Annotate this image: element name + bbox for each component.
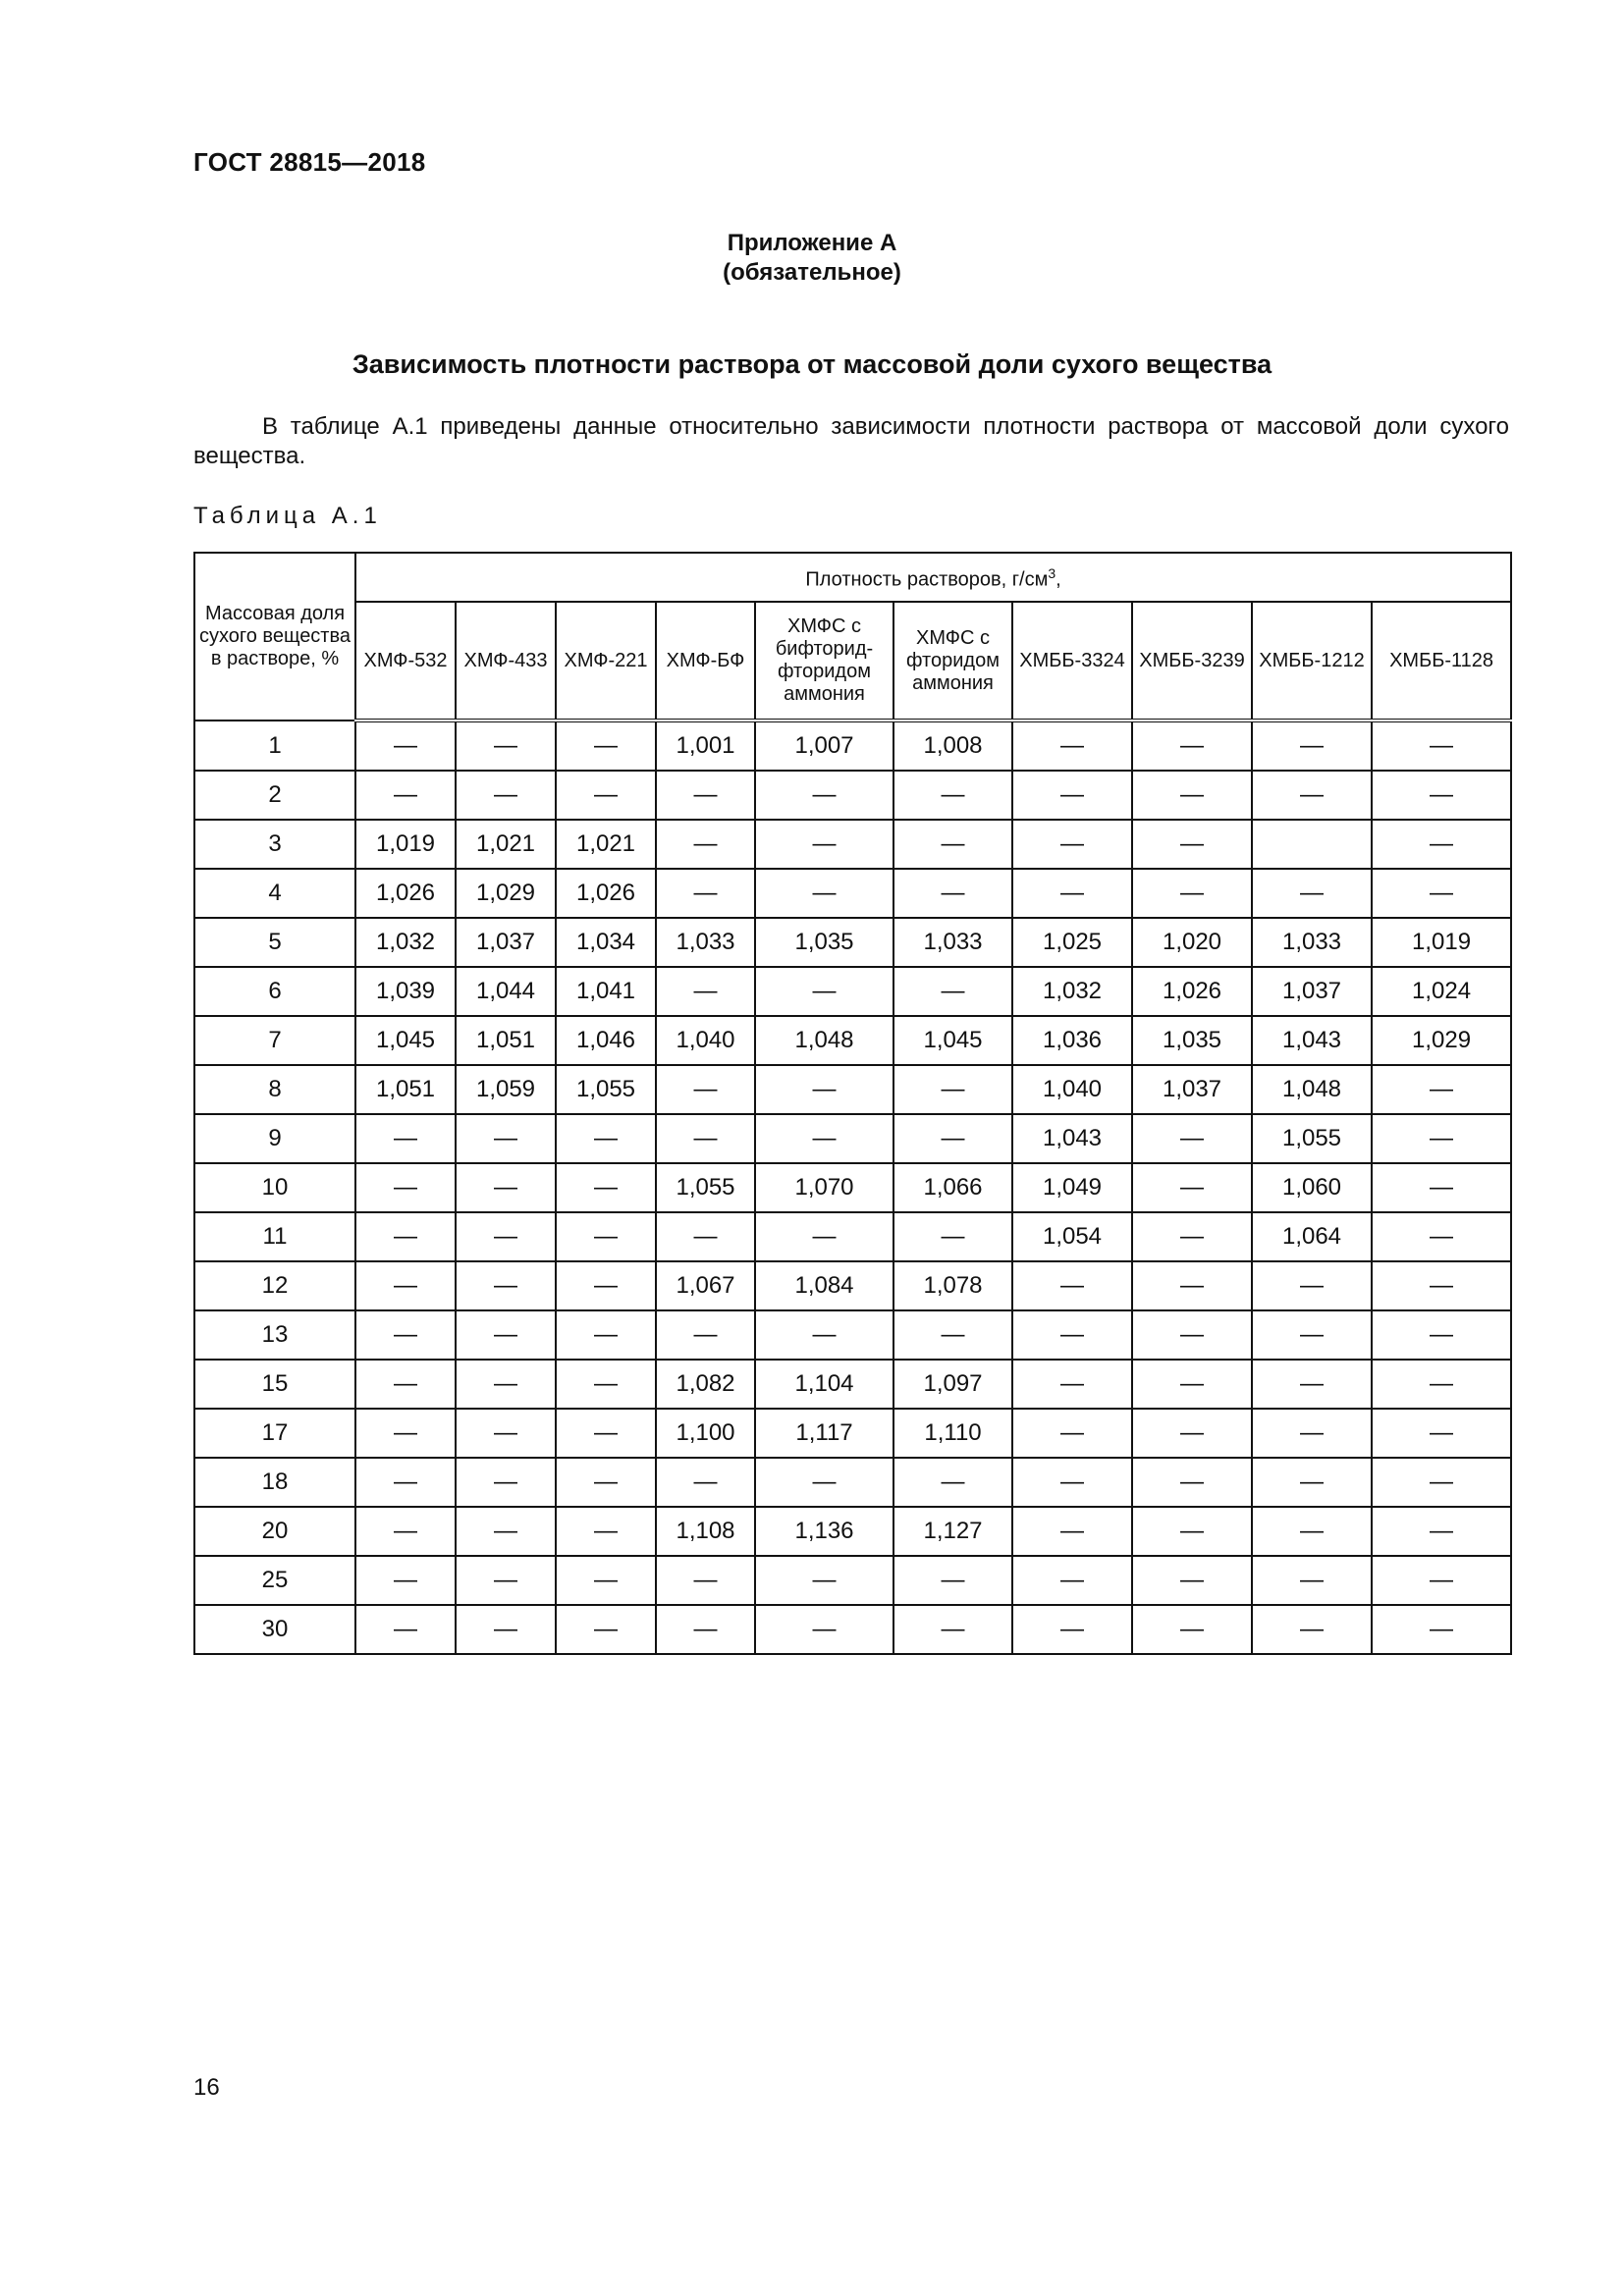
density-cell: 1,045 [893,1016,1012,1065]
density-cell: — [556,771,656,820]
table-row [194,771,1511,820]
density-cell: — [656,771,755,820]
density-cell: — [1132,1163,1252,1212]
density-cell: 1,026 [1132,967,1252,1016]
table-row [194,1065,1511,1114]
density-cell: 1,117 [755,1409,893,1458]
density-cell: 1,024 [1372,967,1511,1016]
density-cell: 1,033 [893,918,1012,967]
density-cell: 1,055 [556,1065,656,1114]
density-cell: — [1132,721,1252,771]
column-header: ХМФС с фторидом аммония [893,602,1012,721]
mass-fraction-cell: 6 [194,967,355,1016]
table-row [194,1605,1511,1654]
density-cell: 1,108 [656,1507,755,1556]
group-header-density [355,553,1511,602]
density-cell: — [1372,869,1511,918]
density-cell: — [355,721,456,771]
density-cell: — [1012,1605,1132,1654]
density-cell: — [556,1310,656,1360]
density-cell: — [893,1458,1012,1507]
density-cell: — [1372,1261,1511,1310]
density-cell: — [456,1556,556,1605]
density-cell [1252,820,1372,869]
table-row [194,967,1511,1016]
density-cell: — [556,1212,656,1261]
density-cell: — [355,771,456,820]
density-cell: 1,100 [656,1409,755,1458]
density-cell: 1,007 [755,721,893,771]
density-cell: 1,032 [355,918,456,967]
density-cell: — [893,1556,1012,1605]
density-cell: 1,037 [456,918,556,967]
density-cell: — [656,1065,755,1114]
group-header-text: Плотность растворов, г/см [805,568,1049,591]
density-cell: — [893,967,1012,1016]
density-cell: 1,104 [755,1360,893,1409]
column-header: ХМББ-1128 [1372,602,1511,721]
density-cell: — [1132,1360,1252,1409]
density-cell: — [656,820,755,869]
density-cell: 1,064 [1252,1212,1372,1261]
density-cell: — [556,1163,656,1212]
density-cell: 1,026 [355,869,456,918]
density-cell: 1,001 [656,721,755,771]
density-cell: — [893,1310,1012,1360]
mass-fraction-cell: 9 [194,1114,355,1163]
density-cell: 1,084 [755,1261,893,1310]
density-cell: 1,055 [656,1163,755,1212]
density-cell: — [355,1458,456,1507]
density-cell: 1,037 [1132,1065,1252,1114]
density-cell: 1,055 [1252,1114,1372,1163]
group-header-tail: , [1056,568,1061,591]
density-cell: — [1252,1310,1372,1360]
density-cell: 1,033 [1252,918,1372,967]
density-cell: — [1012,1556,1132,1605]
density-cell: — [456,721,556,771]
density-cell: 1,051 [355,1065,456,1114]
mass-fraction-cell: 4 [194,869,355,918]
column-header: ХМФ-532 [355,602,456,721]
density-cell: 1,019 [355,820,456,869]
column-header: ХМФ-433 [456,602,556,721]
density-cell: — [1252,1409,1372,1458]
density-cell: — [1012,1261,1132,1310]
density-cell: — [755,967,893,1016]
density-cell: — [456,1212,556,1261]
table-row [194,918,1511,967]
density-cell: — [1132,1310,1252,1360]
density-cell: — [1012,1507,1132,1556]
density-cell: — [1372,1507,1511,1556]
density-cell: — [1012,1360,1132,1409]
density-cell: — [355,1212,456,1261]
density-cell: — [1372,1409,1511,1458]
density-cell: — [893,1114,1012,1163]
table-row [194,1114,1511,1163]
mass-fraction-cell: 13 [194,1310,355,1360]
density-cell: — [1252,1360,1372,1409]
density-cell: — [355,1605,456,1654]
density-cell: — [456,1605,556,1654]
density-cell: — [1012,1409,1132,1458]
mass-fraction-cell: 1 [194,721,355,771]
density-cell: — [893,1065,1012,1114]
density-cell: — [1012,820,1132,869]
density-cell: — [1012,721,1132,771]
density-cell: — [755,771,893,820]
density-cell: — [1372,1605,1511,1654]
density-cell: — [355,1163,456,1212]
mass-fraction-cell: 15 [194,1360,355,1409]
header-row-1 [194,553,1511,602]
document-id: ГОСТ 28815—2018 [193,147,426,177]
density-cell: 1,037 [1252,967,1372,1016]
density-cell: — [1132,1212,1252,1261]
density-cell: 1,044 [456,967,556,1016]
density-cell: — [656,1556,755,1605]
density-cell: — [1372,1360,1511,1409]
density-cell: 1,035 [1132,1016,1252,1065]
density-cell: — [1252,1556,1372,1605]
mass-fraction-cell: 17 [194,1409,355,1458]
density-cell: — [456,1261,556,1310]
mass-fraction-cell: 10 [194,1163,355,1212]
density-cell: — [755,1114,893,1163]
density-table [193,552,1512,1655]
density-cell: — [1372,1065,1511,1114]
density-cell: — [456,1409,556,1458]
page-number: 16 [193,2074,220,2101]
density-cell: — [1132,1556,1252,1605]
table-row [194,1556,1511,1605]
mass-fraction-cell: 5 [194,918,355,967]
density-cell: 1,097 [893,1360,1012,1409]
density-cell: — [656,1605,755,1654]
mass-fraction-cell: 12 [194,1261,355,1310]
density-cell: — [755,1212,893,1261]
density-cell: — [1012,1310,1132,1360]
density-cell: — [556,1458,656,1507]
density-cell: — [556,1261,656,1310]
density-cell: — [556,1605,656,1654]
density-cell: — [656,1310,755,1360]
density-cell: — [1012,869,1132,918]
table-row [194,1310,1511,1360]
density-cell: 1,036 [1012,1016,1132,1065]
density-cell: — [355,1114,456,1163]
density-cell: — [1132,1507,1252,1556]
density-cell: 1,039 [355,967,456,1016]
density-cell: — [1252,1261,1372,1310]
table-row [194,1212,1511,1261]
density-cell: 1,034 [556,918,656,967]
column-header: ХМББ-1212 [1252,602,1372,721]
table-row [194,721,1511,771]
density-cell: — [1132,1409,1252,1458]
density-cell: 1,043 [1252,1016,1372,1065]
density-cell: — [755,1605,893,1654]
density-cell: — [656,1114,755,1163]
density-cell: — [556,1556,656,1605]
density-cell: 1,008 [893,721,1012,771]
density-cell: 1,048 [1252,1065,1372,1114]
density-cell: 1,051 [456,1016,556,1065]
table-row [194,1458,1511,1507]
density-cell: — [755,869,893,918]
density-cell: — [1012,1458,1132,1507]
density-cell: 1,078 [893,1261,1012,1310]
section-title: Зависимость плотности раствора от массовой доли сухого вещества [352,349,1272,379]
density-cell: 1,021 [456,820,556,869]
table-row [194,820,1511,869]
density-cell: — [1372,1212,1511,1261]
density-cell: — [556,1507,656,1556]
column-header: ХМББ-3324 [1012,602,1132,721]
density-cell: — [456,1163,556,1212]
table-row [194,869,1511,918]
density-cell: 1,033 [656,918,755,967]
density-cell: — [656,967,755,1016]
appendix-status: (обязательное) [723,259,901,286]
density-cell: — [1012,771,1132,820]
mass-fraction-cell: 7 [194,1016,355,1065]
density-cell: 1,029 [1372,1016,1511,1065]
density-cell: — [1372,721,1511,771]
density-cell: 1,059 [456,1065,556,1114]
density-cell: — [893,820,1012,869]
density-cell: 1,021 [556,820,656,869]
intro-paragraph: В таблице А.1 приведены данные относительно зависимости плотности раствора от массовой доли сухого вещества. [193,413,1509,469]
density-cell: — [1252,771,1372,820]
density-cell: 1,026 [556,869,656,918]
group-header-sup: 3 [1048,565,1056,582]
density-cell: — [355,1310,456,1360]
density-cell: — [556,721,656,771]
density-cell: — [1372,1114,1511,1163]
density-cell: — [456,1360,556,1409]
density-cell: 1,025 [1012,918,1132,967]
density-cell: — [755,1556,893,1605]
density-cell: 1,029 [456,869,556,918]
density-cell: — [1372,820,1511,869]
density-cell: 1,054 [1012,1212,1132,1261]
table-caption: Таблица А.1 [193,503,382,529]
mass-fraction-cell: 25 [194,1556,355,1605]
column-header: ХМФС с бифторид-фторидом аммония [755,602,893,721]
density-cell: — [456,771,556,820]
table-body [194,721,1511,1654]
row-header-mass-fraction: Массовая доля сухого вещества в растворе, % [194,553,355,721]
density-cell: 1,070 [755,1163,893,1212]
density-cell: — [1252,1458,1372,1507]
density-cell: — [556,1409,656,1458]
appendix-title: Приложение А [727,230,897,256]
density-cell: — [755,1310,893,1360]
density-cell: — [355,1409,456,1458]
density-cell: — [456,1310,556,1360]
density-cell: 1,032 [1012,967,1132,1016]
density-cell: — [355,1507,456,1556]
density-cell: — [656,1458,755,1507]
density-cell: — [456,1507,556,1556]
density-cell: 1,020 [1132,918,1252,967]
density-cell: — [656,869,755,918]
density-cell: — [1132,1261,1252,1310]
density-cell: — [656,1212,755,1261]
column-header: ХМФ-БФ [656,602,755,721]
density-cell: 1,067 [656,1261,755,1310]
mass-fraction-cell: 18 [194,1458,355,1507]
density-cell: — [355,1360,456,1409]
density-cell: 1,035 [755,918,893,967]
density-cell: — [456,1114,556,1163]
density-cell: 1,060 [1252,1163,1372,1212]
density-cell: — [893,1605,1012,1654]
mass-fraction-cell: 2 [194,771,355,820]
density-cell: 1,019 [1372,918,1511,967]
mass-fraction-cell: 8 [194,1065,355,1114]
table-row [194,1507,1511,1556]
header-row-2 [194,602,1511,721]
density-cell: — [1252,1605,1372,1654]
density-cell: — [1372,1556,1511,1605]
column-header: ХМББ-3239 [1132,602,1252,721]
density-cell: — [1252,869,1372,918]
mass-fraction-cell: 20 [194,1507,355,1556]
density-cell: 1,048 [755,1016,893,1065]
density-cell: — [893,771,1012,820]
density-cell: 1,066 [893,1163,1012,1212]
table-row [194,1261,1511,1310]
mass-fraction-cell: 30 [194,1605,355,1654]
density-cell: 1,136 [755,1507,893,1556]
table-row [194,1360,1511,1409]
table-row [194,1163,1511,1212]
density-cell: — [556,1360,656,1409]
density-cell: — [1132,1605,1252,1654]
density-cell: — [456,1458,556,1507]
density-cell: 1,041 [556,967,656,1016]
density-cell: — [1132,1114,1252,1163]
density-cell: 1,082 [656,1360,755,1409]
density-cell: — [355,1261,456,1310]
density-cell: — [755,820,893,869]
appendix-heading [0,229,1624,288]
density-cell: — [1132,820,1252,869]
density-cell: 1,045 [355,1016,456,1065]
density-cell: — [355,1556,456,1605]
mass-fraction-cell: 3 [194,820,355,869]
table-row [194,1016,1511,1065]
density-cell: — [893,1212,1012,1261]
density-cell: — [1252,721,1372,771]
density-cell: 1,046 [556,1016,656,1065]
density-cell: — [1372,1163,1511,1212]
density-cell: — [1372,1458,1511,1507]
density-cell: — [893,869,1012,918]
density-cell: — [1132,1458,1252,1507]
density-cell: 1,049 [1012,1163,1132,1212]
density-cell: 1,127 [893,1507,1012,1556]
density-cell: — [556,1114,656,1163]
density-cell: 1,040 [656,1016,755,1065]
density-cell: — [1252,1507,1372,1556]
density-cell: — [755,1065,893,1114]
column-header: ХМФ-221 [556,602,656,721]
density-cell: — [1132,771,1252,820]
density-cell: 1,110 [893,1409,1012,1458]
density-cell: — [755,1458,893,1507]
density-cell: — [1132,869,1252,918]
density-cell: 1,040 [1012,1065,1132,1114]
density-cell: — [1372,1310,1511,1360]
mass-fraction-cell: 11 [194,1212,355,1261]
density-cell: — [1372,771,1511,820]
table-row [194,1409,1511,1458]
density-cell: 1,043 [1012,1114,1132,1163]
